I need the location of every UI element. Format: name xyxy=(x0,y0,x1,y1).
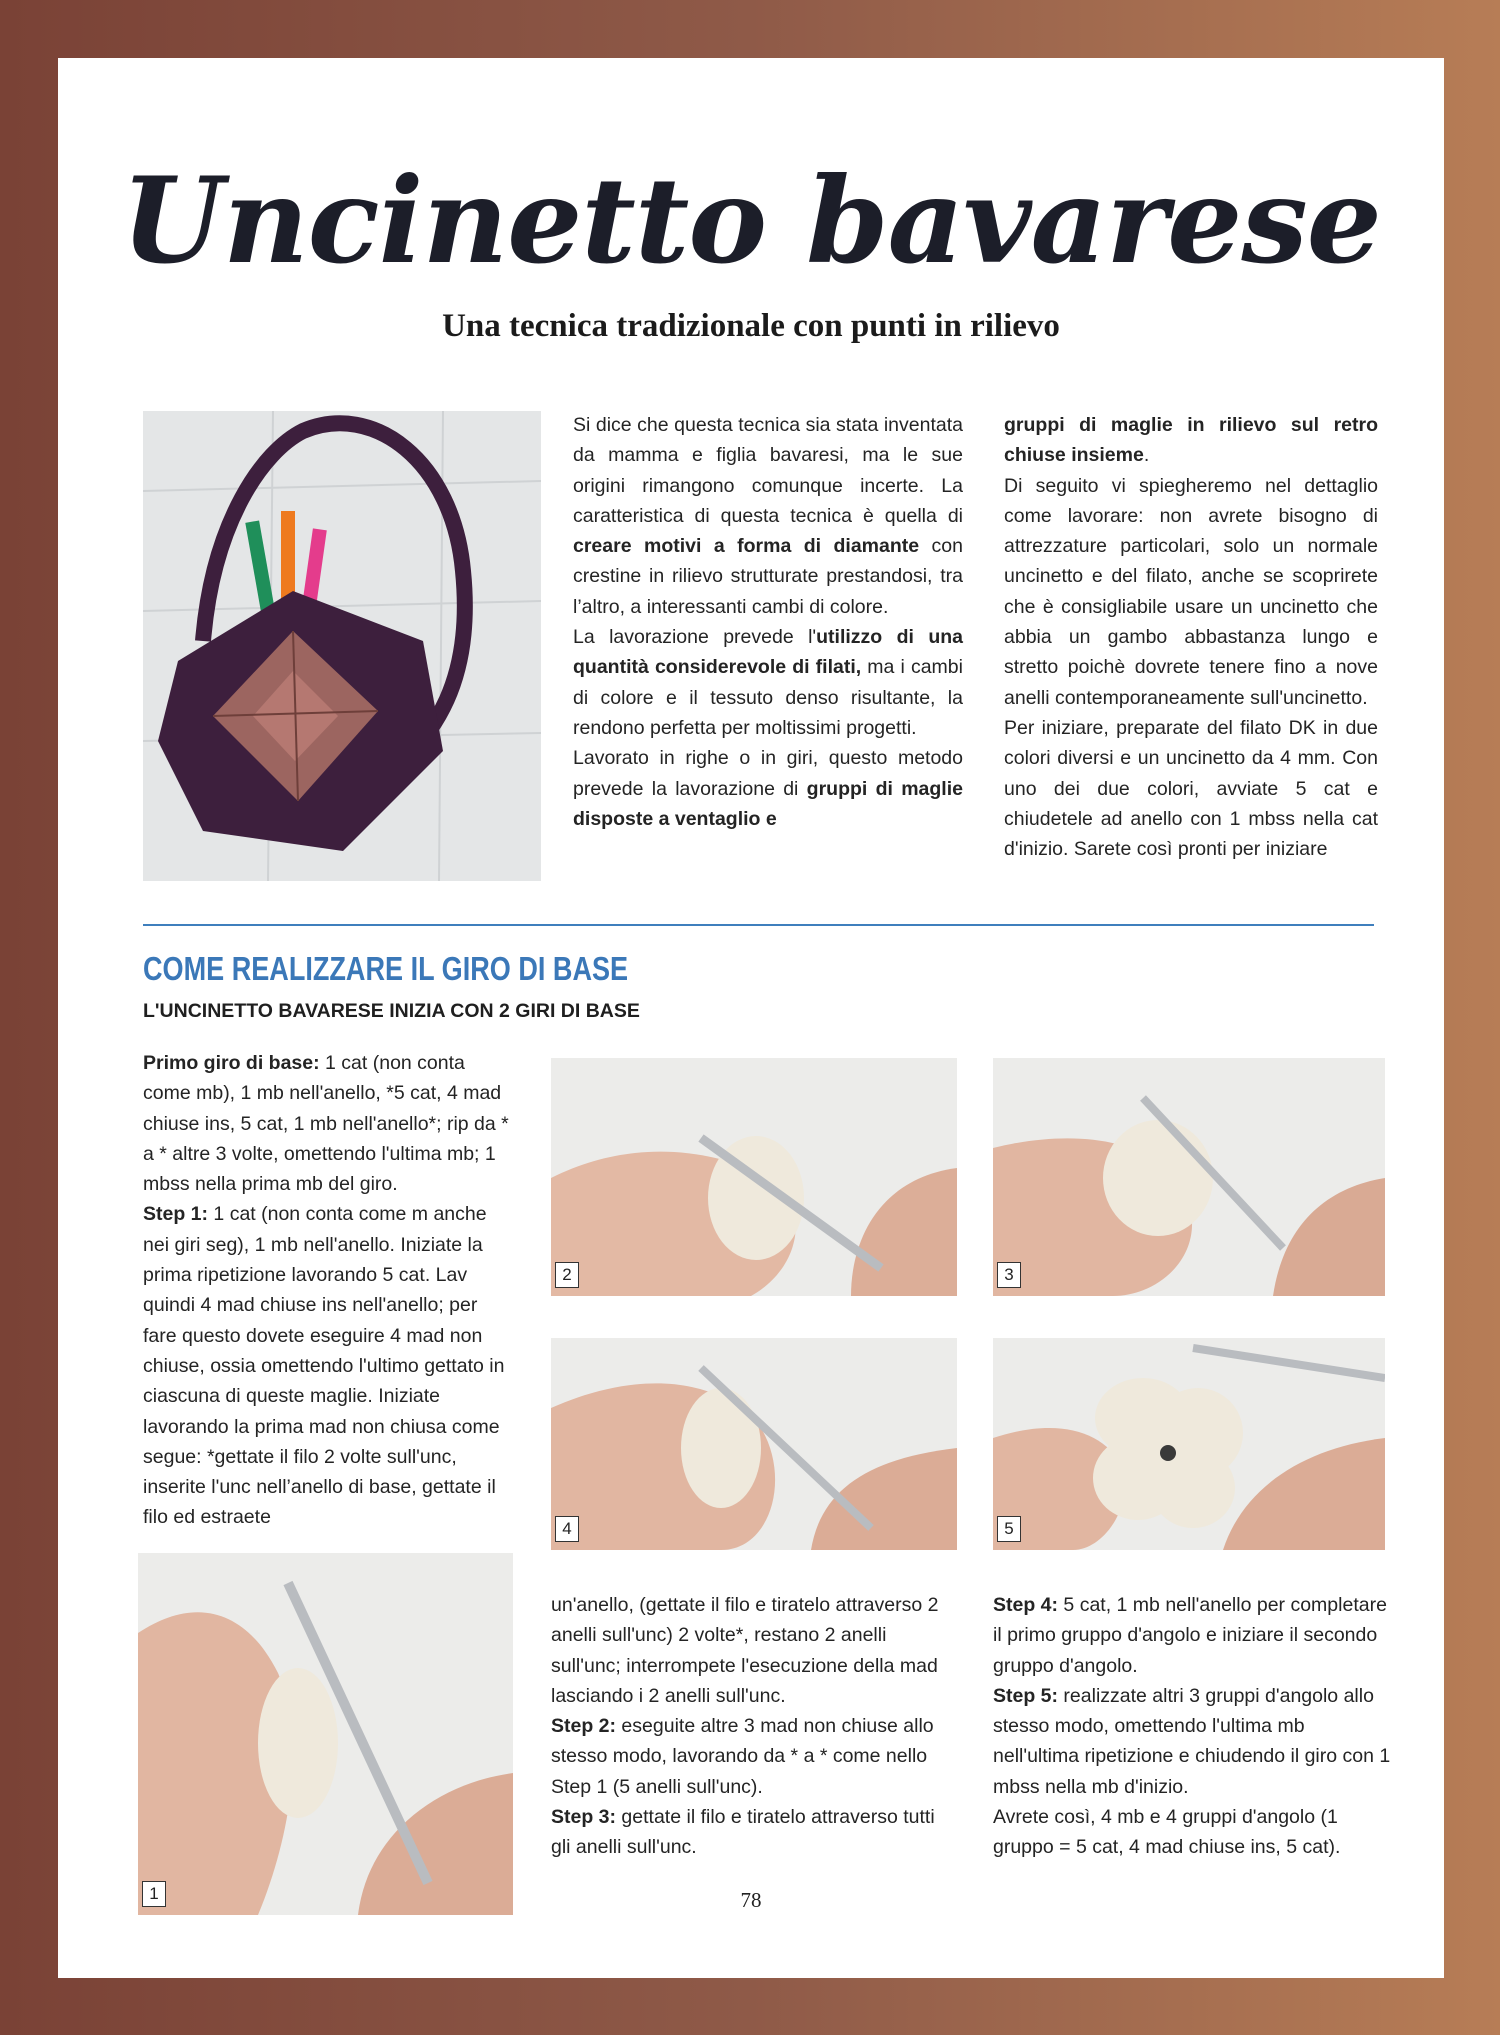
intro-column-2 xyxy=(1004,410,1378,864)
step-number-badge: 4 xyxy=(555,1516,579,1542)
step-number-badge: 3 xyxy=(997,1262,1021,1288)
steps-middle-column xyxy=(551,1590,951,1863)
intro-column-1 xyxy=(573,410,963,834)
intro-paragraph: Lavorato in righe o in giri, questo metodo prevede la lavorazione di gruppi di maglie disposte a ventaglio e xyxy=(573,747,963,830)
section-subtitle: L'UNCINETTO BAVARESE INIZIA CON 2 GIRI DI BASE xyxy=(143,1000,640,1022)
page-number: 78 xyxy=(740,1888,762,1912)
step-number-badge: 1 xyxy=(142,1881,166,1907)
magazine-page xyxy=(58,58,1444,1978)
page-title: Uncinetto bavarese xyxy=(121,151,1381,290)
step-photo-1 xyxy=(138,1553,513,1915)
step-paragraph: un'anello, (gettate il filo e tiratelo attraverso 2 anelli sull'unc) 2 volte*, restano 2 anelli sull'unc; interrompete l'esecuzione della mad lasciando i 2 anelli sull'unc. xyxy=(551,1594,939,1707)
step-paragraph: Step 1: 1 cat (non conta come m anche nei giri seg), 1 mb nell'anello. Iniziate la prima ripetizione lavorando 5 cat. Lav quindi 4 mad chiuse ins nell'anello; per fare questo dovete eseguire 4 mad non chiuse, ossia omettendo l'ultimo gettato in ciascuna di queste maglie. Iniziate lavorando la prima mad non chiusa come segue: *gettate il filo 2 volte sull'unc, inserite l'unc nell’anello di base, gettate il filo ed estraete xyxy=(143,1203,505,1529)
step-photo-2 xyxy=(551,1058,957,1296)
intro-paragraph: gruppi di maglie in rilievo sul retro chiuse insieme. xyxy=(1004,414,1378,467)
steps-left-column xyxy=(143,1048,513,1533)
step-paragraph: Primo giro di base: 1 cat (non conta come mb), 1 mb nell'anello, *5 cat, 4 mad chiuse ins, 5 cat, 1 mb nell'anello*; rip da * a * altre 3 volte, omettendo l'ultima mb; 1 mbss nella prima mb del giro. xyxy=(143,1052,509,1196)
step-paragraph: Avrete così, 4 mb e 4 gruppi d'angolo (1 gruppo = 5 cat, 4 mad chiuse ins, 5 cat). xyxy=(993,1806,1341,1859)
step-number-badge: 2 xyxy=(555,1262,579,1288)
intro-paragraph: Per iniziare, preparate del filato DK in due colori diversi e un uncinetto da 4 mm. Con uno dei due colori, avviate 5 cat e chiudetele ad anello con 1 mbss nella cat d'inizio. Sarete così pronti per iniziare xyxy=(1004,716,1378,861)
intro-paragraph: Di seguito vi spiegheremo nel dettaglio come lavorare: non avrete bisogno di attrezzature particolari, solo un normale uncinetto e del filato, anche se scoprirete che è consigliabile usare un uncinetto che abbia un gambo abbastanza lungo e stretto poichè dovrete tenere fino a nove anelli contemporaneamente sull'uncinetto. xyxy=(1004,474,1378,709)
step-paragraph: Step 2: eseguite altre 3 mad non chiuse allo stesso modo, lavorando da * a * come nello Step 1 (5 anelli sull'unc). xyxy=(551,1715,934,1798)
step-photo-4 xyxy=(551,1338,957,1550)
steps-right-column xyxy=(993,1590,1393,1863)
section-divider xyxy=(143,924,1374,926)
step-photo-5 xyxy=(993,1338,1385,1550)
bag-photo xyxy=(143,411,541,881)
section-title: COME REALIZZARE IL GIRO DI BASE xyxy=(143,950,629,987)
step-number-badge: 5 xyxy=(997,1516,1021,1542)
step-photo-3 xyxy=(993,1058,1385,1296)
step-paragraph: Step 4: 5 cat, 1 mb nell'anello per completare il primo gruppo d'angolo e iniziare il secondo gruppo d'angolo. xyxy=(993,1594,1387,1677)
step-paragraph: Step 5: realizzate altri 3 gruppi d'angolo allo stesso modo, omettendo l'ultima mb nell'ultima ripetizione e chiudendo il giro con 1 mbss nella mb d'inizio. xyxy=(993,1684,1391,1798)
page-subtitle: Una tecnica tradizionale con punti in rilievo xyxy=(442,308,1060,344)
step-paragraph: Step 3: gettate il filo e tiratelo attraverso tutti gli anelli sull'unc. xyxy=(551,1806,935,1859)
intro-paragraph: La lavorazione prevede l'utilizzo di una quantità considerevole di filati, ma i cambi di colore e il tessuto denso risultante, la rendono perfetta per moltissimi progetti. xyxy=(573,626,963,739)
intro-paragraph: Si dice che questa tecnica sia stata inventata da mamma e figlia bavaresi, ma le sue origini rimangono comunque incerte. La caratteristica di questa tecnica è quella di creare motivi a forma di diamante con crestine in rilievo strutturate prestandosi, tra l’altro, a interessanti cambi di colore. xyxy=(573,414,964,618)
